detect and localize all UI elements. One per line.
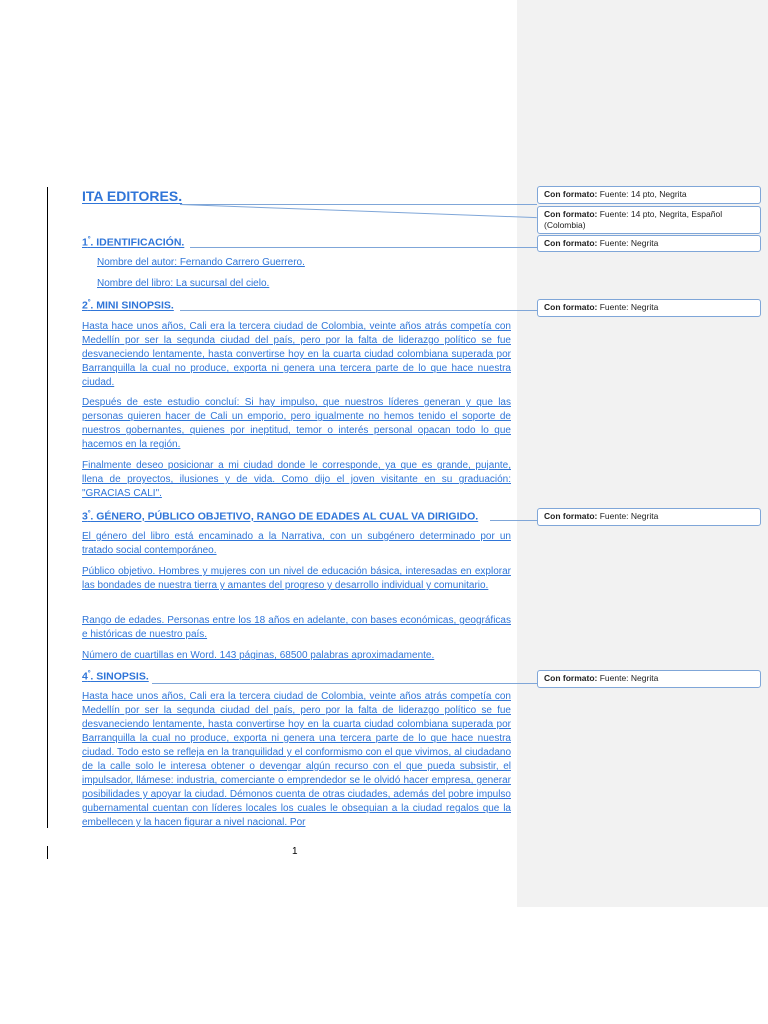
author-line[interactable]: Nombre del autor: Fernando Carrero Guerrero. (97, 257, 305, 268)
book-name-line[interactable]: Nombre del libro: La sucursal del cielo. (97, 278, 270, 289)
balloon-connector (180, 204, 537, 205)
section-heading-3[interactable]: $3^º$. GÉNERO, PÚBLICO OBJETIVO, RANGO DE EDADES AL CUAL VA DIRIGIDO. (82, 510, 479, 523)
paragraph[interactable]: Número de cuartillas en Word. 143 páginas, 68500 palabras aproximadamente. (82, 650, 435, 661)
paragraph[interactable]: Público objetivo. Hombres y mujeres con un nivel de educación básica, interesadas en explorar las bondades de nuestra tierra y amantes del progreso y desarrollo individual y comunitario. (82, 566, 511, 591)
change-bar-footer (47, 846, 48, 859)
format-comment[interactable]: Con formato: Fuente: Negrita (537, 670, 761, 688)
paragraph[interactable]: El género del libro está encaminado a la Narrativa, con un subgénero determinado por un tratado social contemporáneo. (82, 531, 511, 556)
markup-area (517, 0, 768, 907)
balloon-connector (152, 683, 537, 684)
balloon-connector (180, 310, 537, 311)
section-heading-1[interactable]: $1^º$. IDENTIFICACIÓN. (82, 236, 185, 249)
format-comment[interactable]: Con formato: Fuente: Negrita (537, 299, 761, 317)
paragraph[interactable]: Finalmente deseo posicionar a mi ciudad donde le corresponde, ya que es grande, pujante, llena de proyectos, ilusiones y de vida. Como dijo el joven visitante en su graduación: "GRACIAS CALI". (82, 460, 511, 499)
section-heading-4[interactable]: $4^º$. SINOPSIS. (82, 670, 149, 683)
change-bar (47, 187, 48, 828)
format-comment[interactable]: Con formato: Fuente: Negrita (537, 508, 761, 526)
paragraph[interactable]: Hasta hace unos años, Cali era la tercera ciudad de Colombia, veinte años atrás competía con Medellín por ser la segunda ciudad del país, pero por la falta de liderazgo político se fue desvaneciendo lentamente, hasta convertirse hoy en la cuarta ciudad colombiana superada por Barranquilla la cual no produce, exporta ni genera una tercera parte de lo que hace nuestra ciudad. Todo esto se refleja en la tranquilidad y el conformismo con el que vivimos, al ciudadano de la calle solo le interesa obtener o devengar algún recurso con el que pueda subsistir, el impulsador, llámese: industria, comerciante o emprendedor se le olvidó hacer empresa, generar posibilidades y apoyar la ciudad. Démonos cuenta de otras ciudades, además del pobre impulso gubernamental cuentan con líderes locales los cuales le obsequian a la ciudad regalos que la embellecen y la hacen figurar a nivel nacional. Por (82, 691, 511, 828)
paragraph[interactable]: Hasta hace unos años, Cali era la tercera ciudad de Colombia, veinte años atrás competía con Medellín por ser la segunda ciudad del país, pero por la falta de liderazgo político se fue desvaneciendo lentamente, hasta convertirse hoy en la cuarta ciudad colombiana superada por Barranquilla la cual no produce, exporta ni genera una tercera parte de lo que hace nuestra ciudad. (82, 321, 511, 388)
page-number: 1 (292, 846, 298, 857)
balloon-connector (490, 520, 537, 521)
format-comment[interactable]: Con formato: Fuente: 14 pto, Negrita (537, 186, 761, 204)
format-comment[interactable]: Con formato: Fuente: Negrita (537, 235, 761, 252)
balloon-connector (190, 247, 537, 248)
paragraph[interactable]: Rango de edades. Personas entre los 18 años en adelante, con bases económicas, geográficas e históricas de nuestro país. (82, 615, 511, 640)
paragraph[interactable]: Después de este estudio concluí: Si hay impulso, que nuestros líderes generan y que las personas quieren hacer de Cali un emporio, pero igualmente no hemos tenido el soporte de nuestros gobernantes, quienes por ineptitud, temor o interés personal opacan todo lo que hacemos en la región. (82, 397, 511, 450)
section-heading-2[interactable]: $2^º$. MINI SINOPSIS. (82, 299, 174, 312)
format-comment[interactable]: Con formato: Fuente: 14 pto, Negrita, Español (Colombia) (537, 206, 761, 234)
document-title[interactable]: ITA EDITORES. (82, 188, 183, 204)
